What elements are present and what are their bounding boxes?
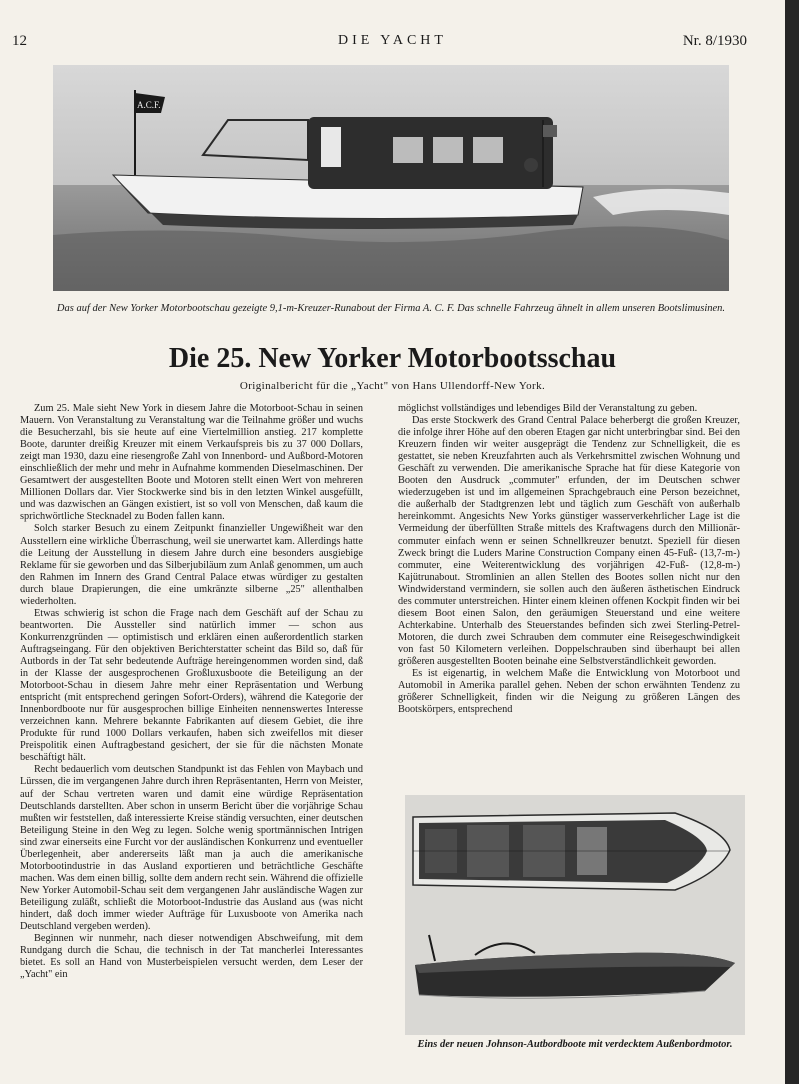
page-header	[0, 33, 785, 53]
paragraph: Das erste Stockwerk des Grand Central Palace beherbergt die großen Kreuzer, die infolge ihrer Höhe auf den oberen Etagen gar nicht unterbringbar sind. Bei den Kreuzern finden wir weiter ausgeprägt die Tendenz zur Schnelligkeit, die es gestattet, sie neben Kreuzfahrten auch als Verkehrsmittel zwischen Wohnung und Geschäft zu verwenden. Die amerikanische Sprache hat für diese Kategorie von Booten den Ausdruck „commuter" erfunden, der im Deutschen schwer wiederzugeben ist und im allgemeinen Sprachgebrauch eine Person bezeichnet, die außerhalb der Stadtgrenzen lebt und täglich zum Geschäft von außerhalb hereinkommt. Angesichts New Yorks günstiger wasserverkehrlicher Lage ist die Vermeidung der überfüllten Straße mittels des Kraftwagens durch den Millionär-commuter einfach wenn er seinen Schnellkreuzer benutzt. Speziell für diesen Zweck bringt die Luders Marine Construction Company einen 45-Fuß- (13,7-m-) commuter, eine Weiterentwicklung des vorjährigen 42-Fuß- (12,8-m-) Kajütrunabout. Stromlinien an allen Stellen des Bootes sollen nicht nur den Windwiderstand vermindern, sie sollen auch den äußeren ästhetischen Eindruck des commuter unterstreichen. Hinter einem kleinen offenen Kockpit finden wir bei diesem Boot einen Salon, den geräumigen Steuerstand und eine weitere Achterkabine. Unterhalb des Steuerstandes befinden sich zwei Sterling-Petrel-Motoren, die durch zwei Schrauben dem commuter eine Reisegeschwindigkeit von fast 50 Kilometern verleihen. Doppelschrauben sind überhaupt bei allen größeren ausgestellten Booten beinahe eine Selbstverständlichkeit geworden.	[398, 415, 740, 667]
article-column-right	[398, 403, 740, 779]
flag-lettering: A.C.F.	[137, 100, 161, 110]
paragraph: Es ist eigenartig, in welchem Maße die Entwicklung von Motorboot und Automobil in Amerika parallel gehen. Neben der schon erwähnten Tendenz zu größerer Schnelligkeit, finden wir die Neigung zu größeren Längen des Bootskörpers, entsprechend	[398, 668, 740, 716]
outboard-boat-photo	[405, 795, 745, 1035]
magazine-title: DIE YACHT	[338, 33, 447, 48]
paragraph: Etwas schwierig ist schon die Frage nach dem Geschäft auf der Schau zu beantworten. Die Aussteller sind natürlich immer — schon aus Konkurrenzgründen — optimistisch und erklären einen außerordentlich starken Auftragseingang. Für den objektiven Berichterstatter scheint das Bild so, daß für Autbords in der Tat sehr bedeutende Aufträge hereingenommen worden sind, daß in der Klasse der ausgesprochenen Großluxusboote die Beteiligung an der Motorboot-Schau in diesem Jahre mehr einer Repräsentation und Werbung entspricht (mit entsprechend geringen Sofort-Orders), während die Kategorie der Innenbordboote nur für ausgesprochen billige Einheiten nennenswertes Interesse verzeichnen kann. Mehrere bekannte Fabrikanten auf diesem Gebiet, die ihre Produkte für rund 1000 Dollars verkaufen, haben sich zweifellos mit dieser Preispolitik einen Auftragbestand gesichert, der sie für die nächsten Monate beschäftigt hält.	[20, 607, 363, 764]
bottom-photo-caption: Eins der neuen Johnson-Autbordboote mit verdecktem Außenbordmotor.	[417, 1039, 733, 1050]
paragraph: möglichst vollständiges und lebendiges Bild der Veranstaltung zu geben.	[398, 403, 698, 414]
article-column-left	[20, 403, 363, 1065]
top-photo-caption: Das auf der New Yorker Motorbootschau gezeigte 9,1-m-Kreuzer-Runabout der Firma A. C. F. Das schnelle Fahrzeug ähnelt in allem unseren Bootslimusinen.	[56, 303, 726, 314]
paragraph: Beginnen wir nunmehr, nach dieser notwendigen Abschweifung, mit dem Rundgang durch die Schau, die technisch in der Tat mancherlei Interessantes bietet. Es soll an Hand von Musterbeispielen versucht werden, dem Leser der „Yacht" ein	[20, 933, 363, 981]
page-edge	[785, 0, 799, 1084]
cruiser-photo	[53, 65, 729, 291]
article-title: Die 25. New Yorker Motorbootsschau	[168, 343, 617, 374]
issue-number: Nr. 8/1930	[682, 33, 747, 49]
page-number: 12	[12, 33, 27, 49]
article-byline: Originalbericht für die „Yacht" von Hans Ullendorff-New York.	[239, 380, 546, 392]
paragraph: Recht bedauerlich vom deutschen Standpunkt ist das Fehlen von Maybach und Lürssen, die im vergangenen Jahre durch ihren Repräsentanten, Herrn von Meister, auf der Schau vertreten waren und damit eine würdige Repräsentation Deutschlands darstellten. Aber schon in unserm Bericht über die vorjährige Schau mußten wir feststellen, daß interessierte Kreise ständig versuchten, einer deutschen Beteiligung Steine in den Weg zu legen. Solche wenig sportmännischen Intrigen sind zwar einerseits eine Furcht vor der ausländischen Konkurrenz und eventueller Überlegenheit, aber andererseits läßt man ja auch die amerikanische Motorbootindustrie in das Ausland exportieren und beträchtliche Geschäfte machen. Was dem einen billig, sollte dem andern recht sein. Während die offizielle New Yorker Automobil-Schau seit dem vergangenen Jahr ausländische Wagen zur Beteiligung zuläßt, schließt die Motorboot-Industrie das Ausland aus (was nicht hindert, daß doch immer wieder Aufträge für Luxusboote von Amerika nach Deutschland vergeben werden).	[20, 764, 363, 933]
paragraph: Zum 25. Male sieht New York in diesem Jahre die Motorboot-Schau in seinen Mauern. Von Veranstaltung zu Veranstaltung war die Teilnahme größer und wuchs die Besucherzahl, bis sie heute auf eine Viertelmillion anstieg. 217 komplette Boote, darunter dreißig Kreuzer mit einem Verkaufspreis bis zu 37 000 Dollars, zeigt man 1930, dazu eine riesengroße Zahl von Innenbord- und Außbord-Motoren einschließlich der mehr und mehr in Aufnahme kommenden Dieselmaschinen. Der Gesamtwert der ausgestellten Boote und Motoren stellt einen Wert von mehreren Millionen Dollars dar. Vier Stockwerke sind bis in den letzten Winkel ausgefüllt, und was dazwischen an Gängen existiert, ist so voll von Menschen, daß kaum die sprichwörtliche Stecknadel zu Boden fallen kann.	[20, 403, 363, 523]
paragraph: Solch starker Besuch zu einem Zeitpunkt finanzieller Ungewißheit war den Ausstellern eine wirkliche Überraschung, weil sie unerwartet kam. Allerdings hatte die Leitung der Ausstellung in diesem Jahre durch eine besonders ausgiebige Reklame für sie geworben und das Silberjubiläum zum Anlaß genommen, um auch den Rahmen im Innern des Grand Central Palace etwas würdiger zu gestalten durch blaue Drapierungen, die eine umkränzte silberne „25" allenthalben wiederholten.	[20, 523, 363, 607]
